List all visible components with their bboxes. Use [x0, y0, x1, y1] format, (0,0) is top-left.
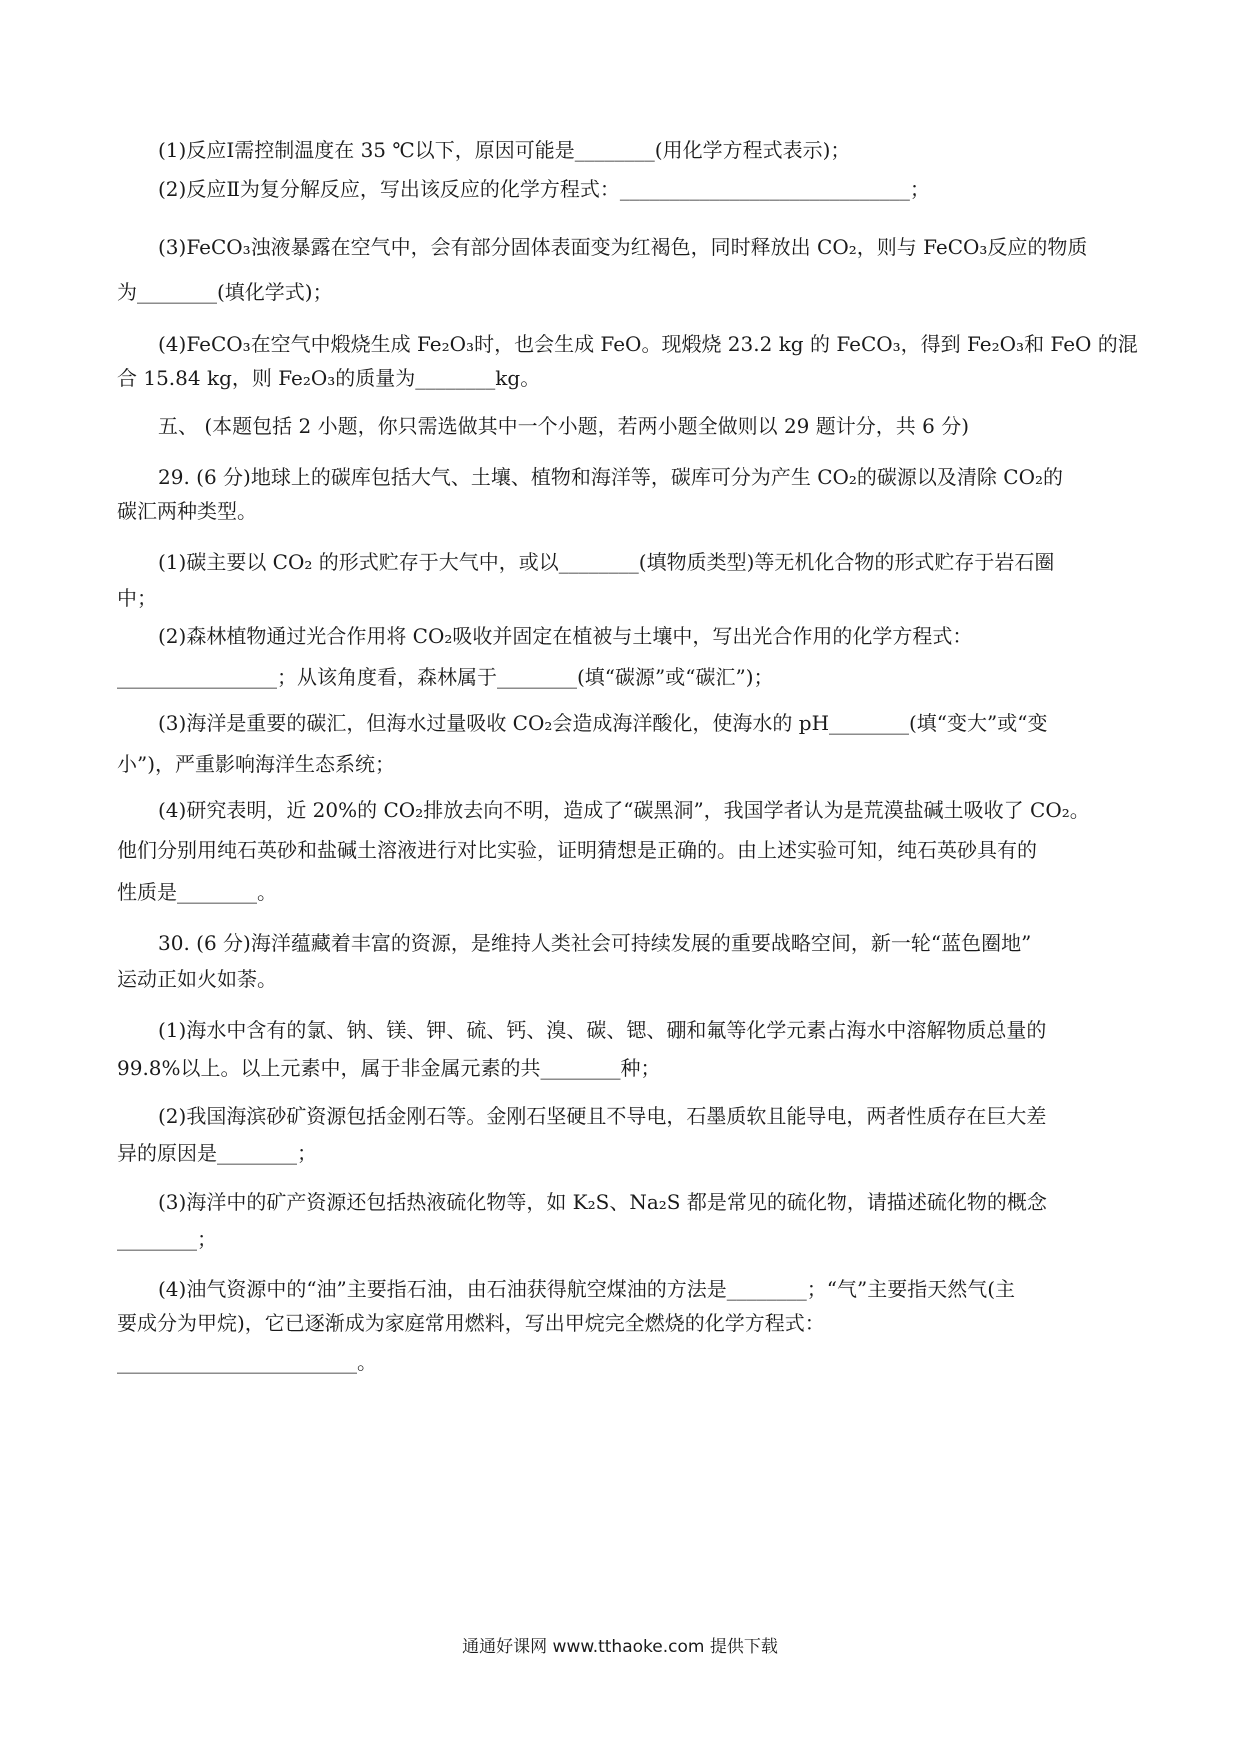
text-line: 要成分为甲烷)，它已逐渐成为家庭常用燃料，写出甲烷完全燃烧的化学方程式：: [117, 1311, 825, 1335]
text-line: (3)海洋中的矿产资源还包括热液硫化物等，如 K₂S、Na₂S 都是常见的硫化物，请描述硫化物的概念: [158, 1190, 1047, 1214]
text-line: 运动正如火如荼。: [117, 967, 277, 991]
text-line: 异的原因是________；: [117, 1141, 317, 1165]
text-line: (2)反应Ⅱ为复分解反应，写出该反应的化学方程式：_____________________________；: [158, 177, 930, 201]
text-line: 为________(填化学式)；: [117, 280, 333, 304]
text-line: ________________；从该角度看，森林属于________(填“碳源”或“碳汇”)；: [117, 665, 774, 689]
text-line: 小”)，严重影响海洋生态系统；: [117, 752, 396, 776]
text-line: (4)研究表明，近 20%的 CO₂排放去向不明，造成了“碳黑洞”，我国学者认为是荒漠盐碱土吸收了 CO₂。: [158, 798, 1090, 822]
section-heading: 五、 (本题包括 2 小题，你只需选做其中一个小题，若两小题全做则以 29 题计分，共 6 分): [158, 414, 970, 438]
text-line: 合 15.84 kg，则 Fe₂O₃的质量为________kg。: [117, 366, 541, 390]
question-30-stem: 30. (6 分)海洋蕴藏着丰富的资源，是维持人类社会可持续发展的重要战略空间，新一轮“蓝色圈地”: [158, 931, 1032, 955]
text-line: 中；: [117, 586, 157, 610]
text-line: 碳汇两种类型。: [117, 499, 257, 523]
text-line: (1)海水中含有的氯、钠、镁、钾、硫、钙、溴、碳、锶、硼和氟等化学元素占海水中溶解物质总量的: [158, 1018, 1047, 1042]
text-line: (3)海洋是重要的碳汇，但海水过量吸收 CO₂会造成海洋酸化，使海水的 pH________(填“变大”或“变: [158, 711, 1048, 735]
text-line: (2)我国海滨砂矿资源包括金刚石等。金刚石坚硬且不导电，石墨质软且能导电，两者性质存在巨大差: [158, 1104, 1047, 1128]
text-line: (1)反应Ⅰ需控制温度在 35 ℃以下，原因可能是________(用化学方程式表示)；: [158, 138, 851, 162]
question-29-stem: 29. (6 分)地球上的碳库包括大气、土壤、植物和海洋等，碳库可分为产生 CO₂的碳源以及清除 CO₂的: [158, 465, 1063, 489]
text-line: (4)油气资源中的“油”主要指石油，由石油获得航空煤油的方法是________；“气”主要指天然气(主: [158, 1277, 1016, 1301]
text-line: (2)森林植物通过光合作用将 CO₂吸收并固定在植被与土壤中，写出光合作用的化学方程式：: [158, 624, 973, 648]
text-line: ________________________。: [117, 1350, 377, 1374]
text-line: (1)碳主要以 CO₂ 的形式贮存于大气中，或以________(填物质类型)等无机化合物的形式贮存于岩石圈: [158, 550, 1055, 574]
text-line: 99.8%以上。以上元素中，属于非金属元素的共________种；: [117, 1056, 661, 1080]
text-line: 性质是________。: [117, 880, 277, 904]
text-line: (3)FeCO₃浊液暴露在空气中，会有部分固体表面变为红褐色，同时释放出 CO₂，则与 FeCO₃反应的物质: [158, 235, 1088, 259]
page-footer: 通通好课网 www.tthaoke.com 提供下载: [462, 1637, 778, 1657]
text-line: ________；: [117, 1227, 217, 1251]
text-line: 他们分别用纯石英砂和盐碱土溶液进行对比实验，证明猜想是正确的。由上述实验可知，纯石英砂具有的: [117, 838, 1037, 862]
text-line: (4)FeCO₃在空气中煅烧生成 Fe₂O₃时，也会生成 FeO。现煅烧 23.2 kg 的 FeCO₃，得到 Fe₂O₃和 FeO 的混: [158, 332, 1138, 356]
